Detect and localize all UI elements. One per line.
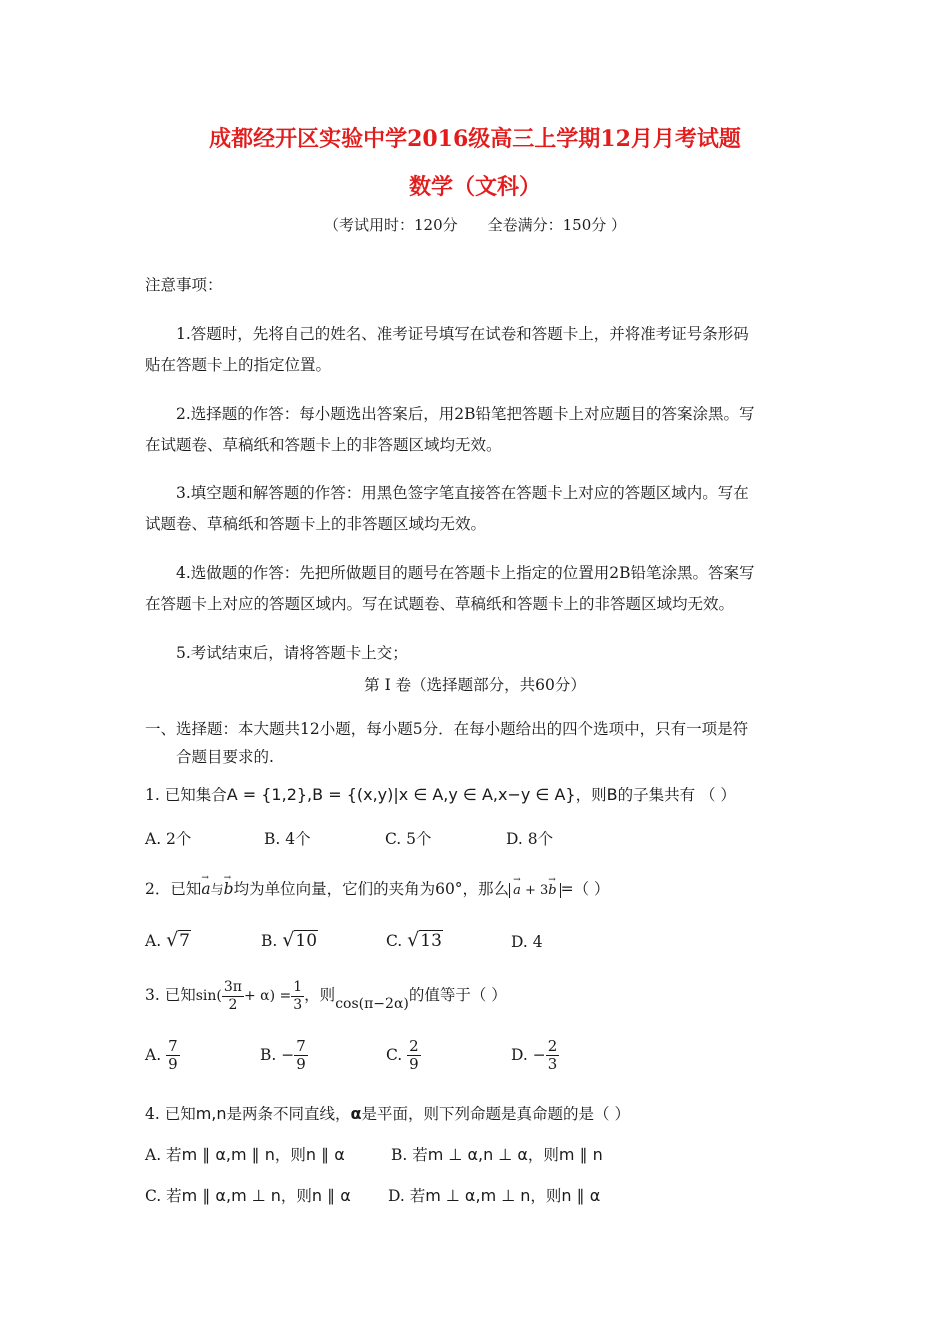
q1-prefix: 1. 已知集合 [145, 786, 227, 804]
q3-option-b-label: B. [260, 1045, 277, 1064]
q4-option-b-condition: m ⊥ α,n ⊥ α [427, 1145, 528, 1164]
q4-option-b-result: m ∥ n [558, 1145, 603, 1164]
notes-heading: 注意事项： [145, 276, 223, 294]
page-subtitle: 数学（文科） [408, 174, 541, 200]
q4-prefix: 4. 已知 [145, 1105, 196, 1123]
note-2-line-1: 2.选择题的作答：每小题选出答案后，用2B铅笔把答题卡上对应题目的答案涂黑。写 [176, 405, 755, 423]
q1-mid: ，则 [575, 786, 607, 804]
q3-option-d-denominator: 3 [547, 1055, 558, 1074]
question-2 [145, 874, 610, 906]
q3-option-a-numerator: 7 [168, 1037, 178, 1055]
q3-option-c[interactable] [386, 1038, 421, 1074]
note-4-line-1: 4.选做题的作答：先把所做题目的题号在答题卡上指定的位置用2B铅笔涂黑。答案写 [176, 564, 755, 582]
q4-option-a-result: n ∥ α [305, 1145, 345, 1164]
q4-mn: m,n [195, 1104, 227, 1123]
section-intro-line-1: 一、选择题：本大题共12小题，每小题5分．在每小题给出的四个选项中，只有一项是符 [145, 720, 749, 738]
q3-option-a-label: A. [145, 1045, 162, 1064]
note-3-line-2: 试题卷、草稿纸和答题卡上的非答题区域均无效。 [145, 515, 487, 533]
q4-option-c-result: n ∥ α [311, 1186, 351, 1205]
q3-fraction-3pi-2 [222, 979, 244, 1012]
q3-option-b-denominator: 9 [296, 1055, 306, 1074]
q3-suffix: 的值等于（ ） [408, 986, 507, 1004]
q3-option-c-fraction [407, 1038, 421, 1074]
note-1-line-2: 贴在答题卡上的指定位置。 [145, 356, 332, 374]
q4-option-c-condition: m ∥ α,m ⊥ n [181, 1186, 281, 1205]
q4-option-a[interactable] [145, 1140, 345, 1170]
q1-formula: A = {1,2},B = {(x,y)|x ∈ A,y ∈ A,x−y ∈ A} [226, 785, 576, 804]
q2-option-c[interactable] [386, 929, 443, 951]
q4-option-c[interactable] [145, 1181, 351, 1211]
q3-option-a[interactable] [145, 1038, 180, 1074]
q3-plus-alpha: + α) = [243, 988, 292, 1004]
q1-option-c[interactable]: C. 5个 [385, 830, 432, 848]
q4-option-b-then: ，则 [527, 1146, 559, 1164]
q1-option-d[interactable]: D. 8个 [506, 830, 554, 848]
question-4 [145, 1099, 630, 1129]
question-1 [145, 780, 736, 810]
note-4-line-2: 在答题卡上对应的答题区域内。写在试题卷、草稿纸和答题卡上的非答题区域均无效。 [145, 595, 735, 613]
q1-option-a[interactable]: A. 2个 [145, 830, 192, 848]
q2-prefix: 2．已知 [145, 880, 202, 898]
q4-option-b-label: B. 若 [391, 1146, 428, 1164]
sqrt-icon: √13 [407, 929, 442, 951]
q2-option-b-label: B. [261, 932, 278, 950]
q4-option-d-label: D. 若 [388, 1187, 426, 1205]
section-intro-line-2: 合题目要求的. [176, 748, 274, 766]
q4-suffix: 是平面，则下列命题是真命题的是（ ） [361, 1105, 630, 1123]
q2-option-a-label: A. [145, 932, 162, 950]
q3-prefix: 3. 已知 [145, 986, 196, 1004]
q3-cos-expression: cos(π−2α) [335, 996, 409, 1012]
q4-option-d-then: ，则 [530, 1187, 562, 1205]
q3-frac2-numerator: 1 [293, 979, 303, 996]
q2-conj: 与 [210, 883, 224, 898]
q2-option-b-radicand: 10 [295, 931, 318, 951]
q2-abs-mid: + 3 [520, 883, 549, 898]
q4-option-d[interactable] [388, 1181, 600, 1211]
q2-vector-b: → b [224, 874, 234, 904]
q3-option-a-fraction [166, 1038, 180, 1074]
note-5: 5.考试结束后，请将答题卡上交； [176, 644, 408, 662]
q4-mid: 是两条不同直线， [226, 1105, 351, 1123]
q3-option-b-sign: − [281, 1045, 295, 1064]
sqrt-icon: √7 [166, 929, 190, 951]
q2-option-a[interactable] [145, 929, 191, 951]
section-title: 第 I 卷（选择题部分，共60分） [364, 676, 586, 694]
note-1-line-1: 1.答题时，先将自己的姓名、准考证号填写在试卷和答题卡上，并将准考证号条形码 [176, 325, 749, 343]
q2-vector-a: → a [201, 874, 210, 904]
q3-option-c-numerator: 2 [409, 1037, 419, 1055]
page-title: 成都经开区实验中学2016级高三上学期12月月考试题 [209, 126, 741, 152]
q4-option-a-condition: m ∥ α,m ∥ n [181, 1145, 275, 1164]
q2-option-d[interactable]: D. 4 [511, 933, 543, 951]
q2-option-c-radicand: 13 [420, 931, 442, 951]
q3-option-b-fraction [294, 1038, 308, 1074]
q3-sin: sin( [195, 988, 222, 1004]
q4-alpha: α [350, 1104, 362, 1123]
q3-option-d-numerator: 2 [547, 1037, 558, 1055]
q4-option-a-label: A. 若 [145, 1146, 182, 1164]
q4-option-b[interactable] [391, 1140, 603, 1170]
exam-info: （考试用时：120分 全卷满分：150分 ） [323, 216, 627, 234]
q3-frac1-numerator: 3π [223, 979, 242, 996]
q3-option-d-sign: − [532, 1045, 546, 1064]
note-3-line-1: 3.填空题和解答题的作答：用黑色签字笔直接答在答题卡上对应的答题区域内。写在 [176, 484, 749, 502]
q1-option-b[interactable]: B. 4个 [264, 830, 311, 848]
q2-mid: 均为单位向量，它们的夹角为60°，那么 [233, 880, 510, 898]
q1-set-b: B [606, 785, 618, 804]
q4-option-c-then: ，则 [280, 1187, 312, 1205]
q4-option-c-label: C. 若 [145, 1187, 182, 1205]
question-3 [145, 975, 507, 1024]
q3-option-d[interactable] [511, 1038, 559, 1074]
q2-suffix: =（ ） [560, 880, 610, 898]
q3-option-b-numerator: 7 [296, 1037, 306, 1055]
q4-option-d-condition: m ⊥ α,m ⊥ n [425, 1186, 531, 1205]
q3-option-d-label: D. [511, 1045, 528, 1064]
q3-option-c-label: C. [386, 1045, 403, 1064]
q3-mid: ，则 [304, 986, 336, 1004]
q3-option-b[interactable] [260, 1038, 308, 1074]
q4-option-a-then: ，则 [274, 1146, 306, 1164]
sqrt-icon: √10 [282, 929, 318, 951]
q2-abs-vector-a: → a [513, 876, 521, 906]
q3-fraction-1-3 [291, 979, 304, 1012]
q3-option-c-denominator: 9 [409, 1055, 419, 1074]
q2-option-b[interactable] [261, 929, 318, 951]
q3-frac2-denominator: 3 [293, 996, 303, 1013]
q2-abs-expression [509, 883, 561, 898]
q4-option-d-result: n ∥ α [561, 1186, 601, 1205]
q2-option-c-label: C. [386, 932, 403, 950]
q2-abs-vector-b: → b [548, 876, 556, 906]
q3-option-a-denominator: 9 [168, 1055, 178, 1074]
q3-frac1-denominator: 2 [228, 996, 238, 1013]
q3-option-d-fraction [546, 1038, 560, 1074]
q1-suffix: 的子集共有 （ ） [617, 786, 736, 804]
q2-option-a-radicand: 7 [179, 931, 190, 951]
note-2-line-2: 在试题卷、草稿纸和答题卡上的非答题区域均无效。 [145, 436, 502, 454]
